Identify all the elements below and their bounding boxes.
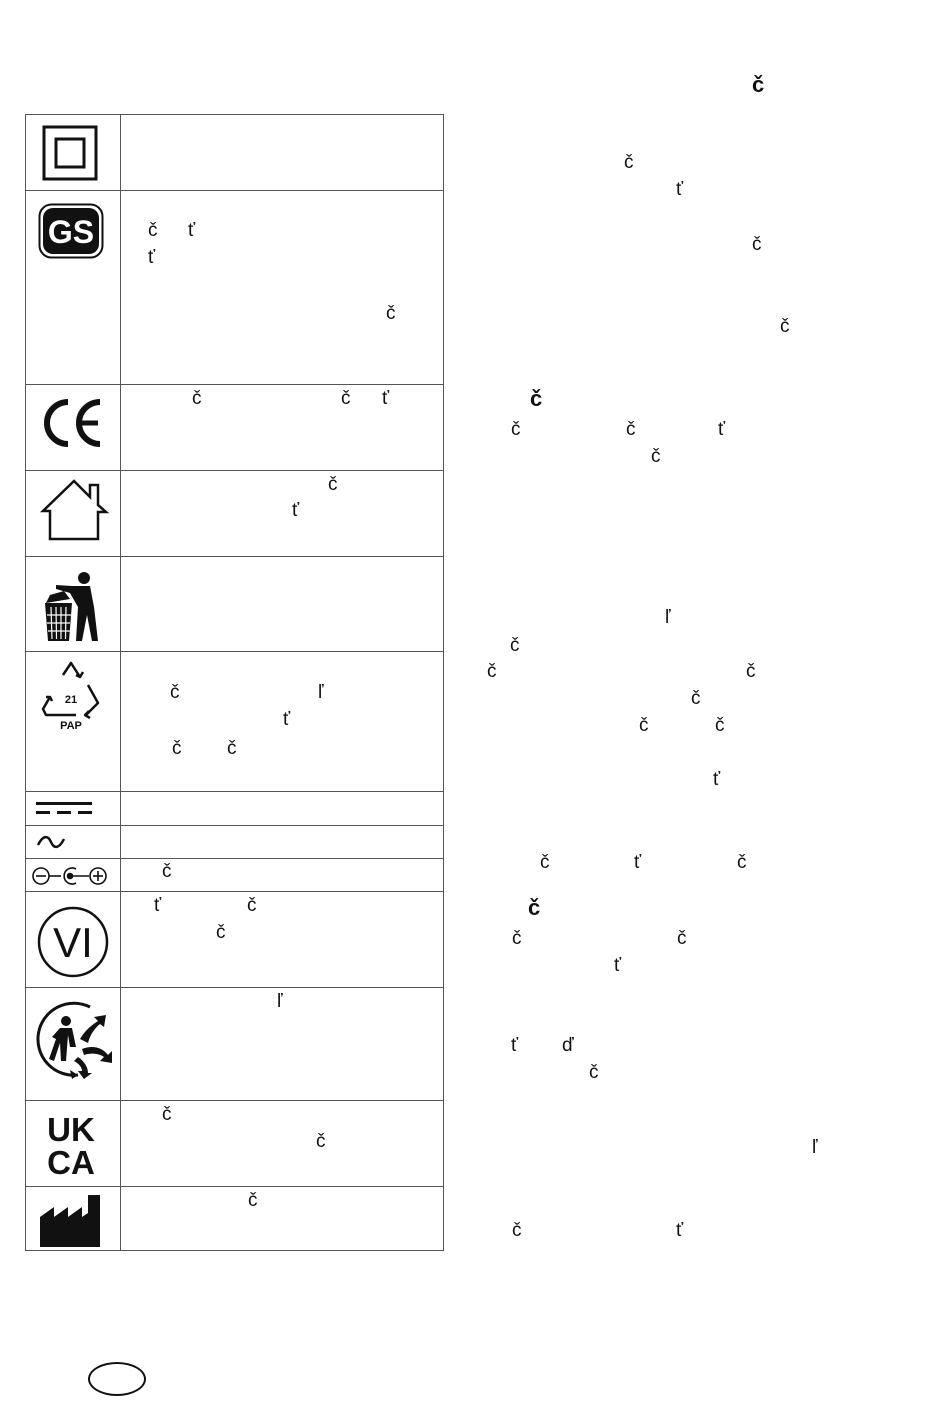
text-glyph: č (651, 446, 661, 467)
text-glyph: ď (562, 1035, 574, 1056)
text-glyph: č (512, 1220, 522, 1241)
row-glyph: ť (292, 500, 300, 521)
text-glyph: ľ (665, 607, 671, 628)
text-glyph: č (677, 928, 687, 949)
manufacturer-icon (38, 1193, 104, 1249)
section-heading-glyph: č (752, 72, 765, 97)
direct-current-icon (36, 799, 96, 817)
polarity-icon (31, 865, 111, 887)
text-glyph: č (511, 419, 521, 440)
row-glyph: ť (382, 388, 390, 409)
protection-class-ii-icon (42, 125, 98, 181)
indoor-use-house-icon (38, 477, 110, 543)
row-glyph: č (162, 1104, 172, 1125)
ukca-line1: UK (47, 1111, 95, 1148)
symbols-table (25, 114, 444, 1251)
text-glyph: ť (634, 852, 642, 873)
row-glyph: ť (283, 709, 291, 730)
row-glyph: č (192, 388, 202, 409)
text-glyph: ť (676, 1220, 684, 1241)
recycling-code: PAP (60, 720, 82, 732)
text-glyph: ť (511, 1035, 519, 1056)
text-glyph: č (737, 852, 747, 873)
text-glyph: č (589, 1062, 599, 1083)
language-badge (88, 1362, 146, 1396)
row-glyph: č (227, 738, 237, 759)
ukca-mark-icon (38, 1111, 104, 1177)
text-glyph: č (540, 852, 550, 873)
row-glyph: č (247, 895, 257, 916)
text-glyph: ť (718, 419, 726, 440)
row-glyph: č (170, 682, 180, 703)
text-glyph: č (510, 635, 520, 656)
text-glyph: č (512, 928, 522, 949)
row-glyph: č (148, 220, 158, 241)
ukca-line2: CA (47, 1144, 95, 1177)
text-glyph: ť (676, 179, 684, 200)
row-glyph: č (316, 1131, 326, 1152)
row-glyph: č (341, 388, 351, 409)
triman-icon (34, 999, 114, 1079)
subheading-glyph: č (528, 895, 541, 920)
efficiency-level-vi-icon (36, 905, 110, 979)
row-glyph: ť (154, 895, 162, 916)
text-glyph: č (624, 152, 634, 173)
gs-mark-icon (38, 203, 104, 259)
row-glyph: ť (188, 220, 196, 241)
row-glyph: č (172, 738, 182, 759)
efficiency-label: VI (53, 919, 93, 966)
text-glyph: č (691, 688, 701, 709)
text-glyph: č (487, 661, 497, 682)
recycling-number: 21 (64, 694, 78, 706)
row-glyph: č (216, 922, 226, 943)
row-glyph: ľ (277, 991, 283, 1012)
text-glyph: č (626, 419, 636, 440)
text-glyph: ľ (812, 1137, 818, 1158)
alternating-current-icon (36, 833, 66, 851)
ce-mark-icon (38, 396, 104, 450)
svg-text:GS: GS (47, 214, 95, 250)
text-glyph: č (639, 715, 649, 736)
row-glyph: č (328, 474, 338, 495)
subheading-glyph: č (530, 386, 543, 411)
text-glyph: č (752, 234, 762, 255)
row-glyph: ľ (318, 682, 324, 703)
text-glyph: č (746, 661, 756, 682)
row-glyph: č (162, 861, 172, 882)
text-glyph: č (715, 715, 725, 736)
row-glyph: ť (148, 247, 156, 268)
row-glyph: č (386, 303, 396, 324)
text-glyph: ť (713, 769, 721, 790)
text-glyph: ť (614, 955, 622, 976)
recycling-pap-21-icon (38, 661, 104, 735)
tidyman-disposal-icon (42, 571, 102, 643)
row-glyph: č (248, 1190, 258, 1211)
text-glyph: č (780, 316, 790, 337)
